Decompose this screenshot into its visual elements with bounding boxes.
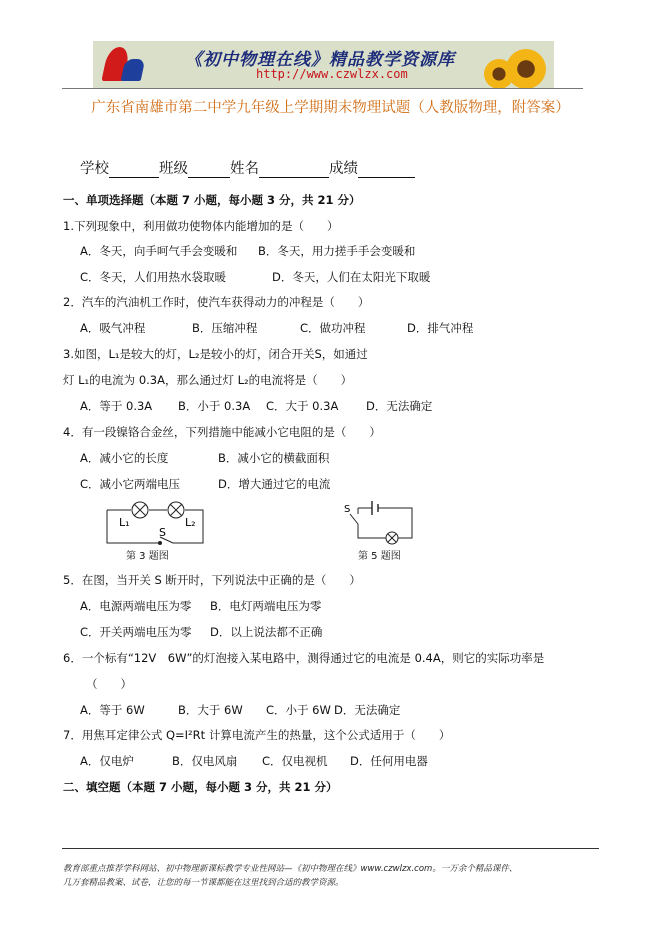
document-title: 广东省南雄市第二中学九年级上学期期末物理试题（人教版物理，附答案） xyxy=(91,100,570,116)
option-a: A．等于 6W xyxy=(80,703,145,717)
banner-title: 《初中物理在线》精品教学资源库 xyxy=(185,50,455,70)
figure-5-circuit xyxy=(342,496,422,546)
option-b: B．压缩冲程 xyxy=(192,321,258,335)
option-c: C．做功冲程 xyxy=(300,321,366,335)
option-c: C．大于 0.3A xyxy=(266,399,339,413)
option-c: C．小于 6W xyxy=(266,703,331,717)
label-l1: L₁ xyxy=(119,516,130,529)
option-a: A．冬天，向手呵气手会变暖和 xyxy=(80,244,238,258)
figure-3-caption: 第 3 题图 xyxy=(126,551,169,562)
option-b: B．电灯两端电压为零 xyxy=(210,599,322,613)
label-s: S xyxy=(159,526,166,539)
footer-divider xyxy=(62,848,599,849)
option-a: A．电源两端电压为零 xyxy=(80,599,192,613)
label-s: S xyxy=(344,504,351,515)
section-heading: 二、填空题（本题 7 小题，每小题 3 分，共 21 分） xyxy=(63,780,338,794)
option-b: B．冬天，用力搓手手会变暖和 xyxy=(258,244,416,258)
question-stem: 3.如图，L₁是较大的灯，L₂是较小的灯，闭合开关S，如通过 xyxy=(63,347,368,361)
option-d: D．排气冲程 xyxy=(407,321,474,335)
name-label: 姓名 xyxy=(230,161,259,177)
option-b: B．减小它的横截面积 xyxy=(218,451,330,465)
option-d: D．冬天，人们在太阳光下取暖 xyxy=(272,270,431,284)
question-stem: 6．一个标有“12V 6W”的灯泡接入某电路中，测得通过它的电流是 0.4A，则它的实际功率是 xyxy=(63,651,545,665)
label-l2: L₂ xyxy=(185,516,196,529)
option-c: C．开关两端电压为零 xyxy=(80,625,192,639)
question-stem: 1.下列现象中，利用做功使物体内能增加的是（ ） xyxy=(63,219,339,233)
section-heading: 一、单项选择题（本题 7 小题，每小题 3 分，共 21 分） xyxy=(63,193,361,207)
option-c: C．减小它两端电压 xyxy=(80,477,181,491)
student-info-line xyxy=(80,157,415,178)
switch-pivot xyxy=(159,542,162,545)
option-c: C．冬天，人们用热水袋取暖 xyxy=(80,270,227,284)
option-b: B．大于 6W xyxy=(178,703,243,717)
option-a: A．减小它的长度 xyxy=(80,451,169,465)
class-label: 班级 xyxy=(159,161,188,177)
option-a: A．等于 0.3A xyxy=(80,399,153,413)
site-banner xyxy=(93,41,554,88)
question-stem-cont: 灯 L₁的电流为 0.3A，那么通过灯 L₂的电流将是（ ） xyxy=(63,373,353,387)
option-a: A．吸气冲程 xyxy=(80,321,146,335)
sunflower-icon xyxy=(506,49,546,88)
question-stem: 5．在图，当开关 S 断开时，下列说法中正确的是（ ） xyxy=(63,573,361,587)
banner-url[interactable]: http://www.czwlzx.com xyxy=(256,67,408,81)
option-a: A．仅电炉 xyxy=(80,754,134,768)
name-blank[interactable] xyxy=(259,161,329,178)
option-b: B．小于 0.3A xyxy=(178,399,251,413)
figure-5-caption: 第 5 题图 xyxy=(358,551,401,562)
score-label: 成绩 xyxy=(329,161,358,177)
option-d: D．任何用电器 xyxy=(350,754,428,768)
option-b: B．仅电风扇 xyxy=(172,754,238,768)
option-d: D．增大通过它的电流 xyxy=(218,477,331,491)
school-blank[interactable] xyxy=(109,161,159,178)
score-blank[interactable] xyxy=(358,161,415,178)
option-d: D．无法确定 xyxy=(366,399,433,413)
option-c: C．仅电视机 xyxy=(262,754,328,768)
circuit-wires xyxy=(350,508,412,538)
battery-icon xyxy=(372,501,378,515)
question-stem: 7．用焦耳定律公式 Q=I²Rt 计算电流产生的热量，这个公式适用于（ ） xyxy=(63,728,451,742)
footer-text: 教育部重点推荐学科网站、初中物理新课标教学专业性网站—《初中物理在线》www.czwlzx.com。一万余个精品课件、 xyxy=(63,864,518,874)
question-stem-cont: （ ） xyxy=(86,677,132,691)
option-d: D．以上说法都不正确 xyxy=(210,625,323,639)
footer-text: 几万套精品教案、试卷，让您的每一节课都能在这里找到合适的教学资源。 xyxy=(63,878,344,888)
option-d: D．无法确定 xyxy=(334,703,401,717)
question-stem: 4．有一段镍铬合金丝，下列措施中能减小它电阻的是（ ） xyxy=(63,425,381,439)
school-label: 学校 xyxy=(80,161,109,177)
header-divider xyxy=(62,88,583,89)
figure-3-circuit xyxy=(105,498,205,548)
class-blank[interactable] xyxy=(188,161,230,178)
question-stem: 2．汽车的汽油机工作时，使汽车获得动力的冲程是（ ） xyxy=(63,295,370,309)
